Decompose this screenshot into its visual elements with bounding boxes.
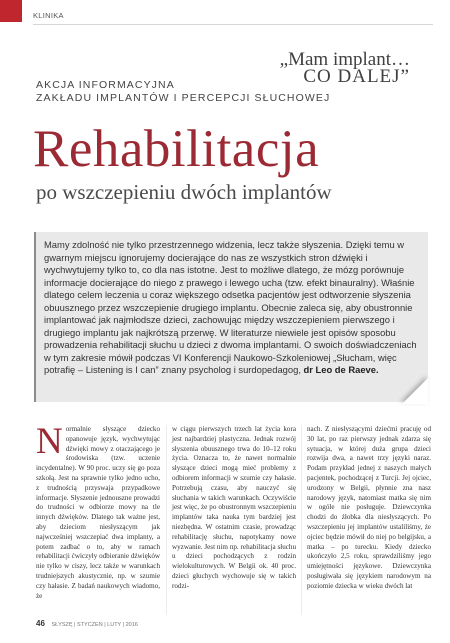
page-footer	[36, 619, 138, 628]
intro-paragraph	[44, 239, 424, 377]
column-1-text: ormalnie słyszące dziecko opanowuje język, wychwytując dźwięki mowy z otaczającego je środowiska (tzw. uczenie incydentalne). W 90 proc. uczy się go poza szkołą. Jest na sprawnie tylko jedno ucho, z trudnością przyswaja przypadkowe informacje. Słyszenie jednouszne prowadzi do trudności w odbiorze mowy na tle innych dźwięków. Dlatego tak ważne jest, aby dzieciom niesłyszącym jak najwcześniej wszczepiać dwa implanty, a potem zadbać o to, aby w ramach rehabilitacji ćwiczyły odbieranie dźwięków nie tylko w ciszy, lecz także w warunkach trudniejszych akustycznie, np. w szumie czy hałasie. Z badań naukowych wiadomo, że	[36, 425, 160, 600]
kicker-line-1: AKCJA INFORMACYJNA	[36, 79, 175, 91]
intro-author: dr Leo de Raeve.	[303, 364, 379, 376]
header-divider	[33, 24, 433, 25]
column-3-text: nach. Z niesłyszącymi dziećmi pracuję od 30 lat, po raz pierwszy jednak zdarza się sytuacja, w której duża grupa dzieci rozwija dwa, a nawet trzy języki naraz. Podam przykład jednej z naszych małych pacjentek, pochodzącej z Turcji. Jej ojciec, urodzony w Belgii, płynnie zna nasz narodowy język, natomiast matka się nim w ogóle nie posługuje. Dziewczynka chodzi do żłobka dla niesłyszących. Po wszczepieniu jej implantów ustaliliśmy, że ojciec będzie mówił do niej po belgijsku, a matka – po turecku. Kiedy dziecko ukończyło 2,5 roku, sprawdziliśmy jego umiejętności językowe. Dziewczynka posługiwała się językiem narodowym na poziomie dziecka w wieku dwóch lat	[307, 425, 431, 590]
body-column-3	[307, 425, 431, 592]
article-subtitle: po wszczepieniu dwóch implantów	[36, 180, 332, 204]
kicker-line-2: ZAKŁADU IMPLANTÓW I PERCEPCJI SŁUCHOWEJ	[36, 92, 331, 104]
quote-line-1: „Mam implant…	[279, 49, 410, 70]
footer-issue: SŁYSZĘ | STYCZEŃ | LUTY | 2016	[51, 622, 138, 628]
column-gutter-1	[166, 425, 167, 615]
intro-text: Mamy zdolność nie tylko przestrzennego widzenia, lecz także słyszenia. Dzięki temu w gwarnym miejscu ignorujemy docierające do nas ze wszystkich stron dźwięki i wychwytujemy tylko to, co dla nas istotne. Jest to możliwe dlatego, że mózg porównuje informacje docierające do niego z prawego i lewego ucha (tzw. efekt binauralny). Właśnie dlatego celem leczenia u coraz większego odsetka pacjentów jest odtworzenie słyszenia obuusznego przez wszczepienie drugiego implantu. Obecnie zaleca się, aby obustronnie implantować jak najmłodsze dzieci, zachowując między wszczepieniem pierwszego i drugiego implantu jak najkrótszą przerwę. W literaturze niewiele jest opisów sposobu prowadzenia rehabilitacji słuchu u dzieci z dwoma implantami. O swoich doświadczeniach w tym zakresie mówił podczas VI Konferencji Naukowo-Szkoleniowej „Słucham, więc potrafię – Listening is I can” znany psycholog i surdopedagog,	[44, 239, 417, 376]
page-number: 46	[36, 619, 45, 628]
section-color-tab	[0, 0, 22, 22]
column-gutter-2	[301, 425, 302, 615]
intro-box-edge	[34, 232, 36, 402]
quote-line-2: CO DALEJ”	[303, 66, 410, 87]
section-label: KLINIKA	[33, 11, 64, 20]
page-curl-decoration	[402, 378, 428, 404]
body-column-1	[36, 421, 160, 601]
article-title: Rehabilitacja	[33, 120, 320, 178]
column-2-text: w ciągu pierwszych trzech lat życia kora jest najbardziej plastyczna. Jednak rozwój słyszenia obuusznego trwa do 10–12 roku życia. Oznacza to, że nawet normalnie słyszące dzieci mogą mieć problemy z odbiorem informacji w szumie czy hałasie. Potrzebują czasu, aby nauczyć się słuchania w takich warunkach. Oczywiście jest więc, że po obustronnym wszczepieniu implantów taka nauka tym bardziej jest niezbędna. W ostatnim czasie, prowadząc rehabilitację słuchu, napotykamy nowe wyzwanie. Jest nim np. rehabilitacja słuchu u dzieci pochodzących z rodzin wielokulturowych. W Belgii ok. 40 proc. dzieci głuchych wychowuje się w takich rodzi-	[172, 425, 296, 590]
drop-cap: N	[36, 421, 63, 462]
body-column-2	[172, 425, 296, 592]
